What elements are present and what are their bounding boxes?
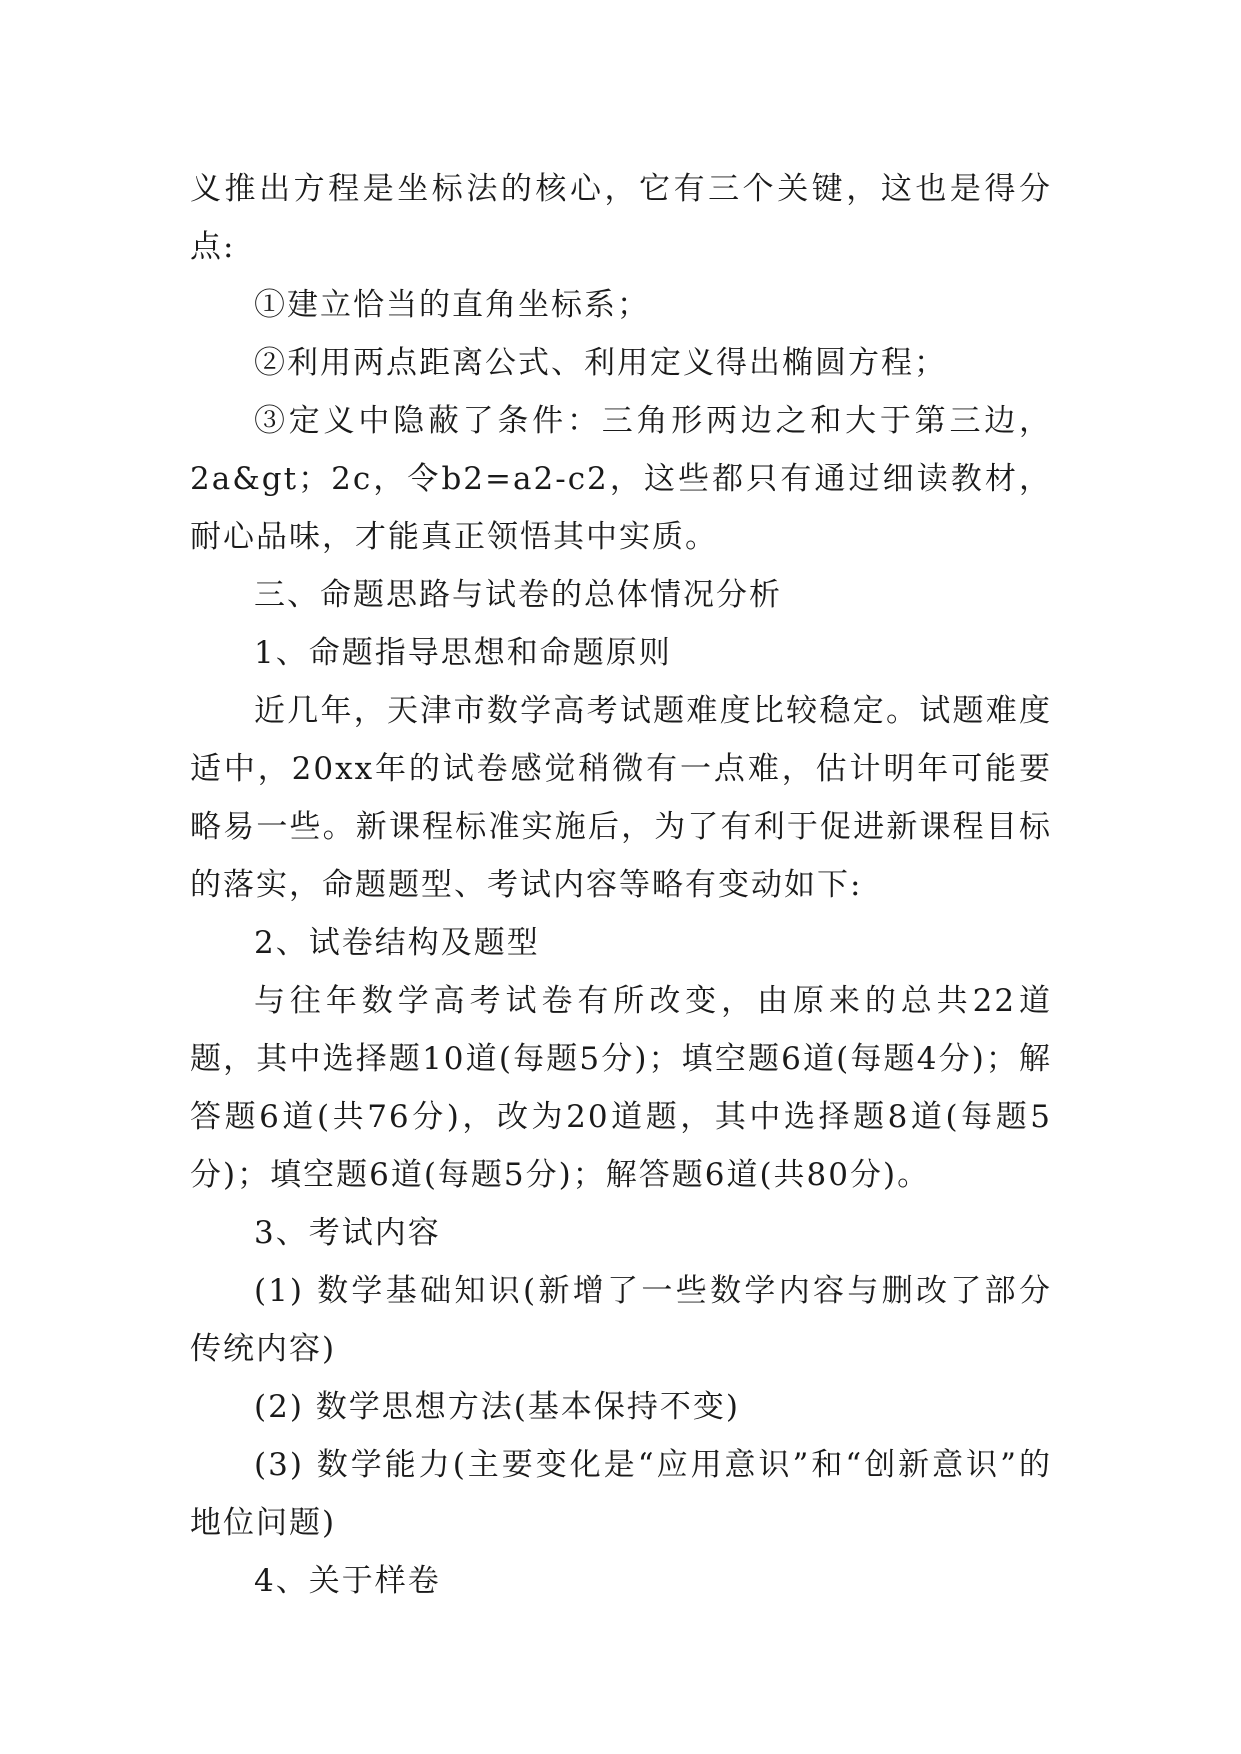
list-item-distance-formula: ②利用两点距离公式、利用定义得出椭圆方程； <box>254 345 947 381</box>
subheading-guiding-principles: 1、命题指导思想和命题原则 <box>254 635 672 671</box>
list-item-coordinate-system: ①建立恰当的直角坐标系； <box>254 287 650 323</box>
subheading-sample-paper: 4、关于样卷 <box>254 1563 441 1599</box>
section-heading-analysis: 三、命题思路与试卷的总体情况分析 <box>254 577 782 613</box>
paragraph-structure: 与往年数学高考试卷有所改变，由原来的总共22道题，其中选择题10道(每题5分)；填空题6道(每题4分)；解答题6道(共76分)，改为20道题，其中选择题8道(每题5分)；填空题6道(每题5分)；解答题6道(共80分)。 <box>190 983 1052 1193</box>
subheading-exam-content: 3、考试内容 <box>254 1215 441 1251</box>
subheading-structure: 2、试卷结构及题型 <box>254 925 540 961</box>
list-item-methods: (2) 数学思想方法(基本保持不变) <box>254 1389 740 1425</box>
paragraph-continuation: 义推出方程是坐标法的核心，它有三个关键，这也是得分点: <box>190 171 1052 265</box>
paragraph-difficulty: 近几年，天津市数学高考试题难度比较稳定。试题难度适中，20xx年的试卷感觉稍微有一点难，估计明年可能要略易一些。新课程标准实施后，为了有利于促进新课程目标的落实，命题题型、考试内容等略有变动如下: <box>190 693 1052 903</box>
list-item-ability: (3) 数学能力(主要变化是“应用意识”和“创新意识”的地位问题) <box>190 1447 1052 1541</box>
list-item-hidden-condition: ③定义中隐蔽了条件：三角形两边之和大于第三边，2a&gt；2c，令b2=a2-c2，这些都只有通过细读教材，耐心品味，才能真正领悟其中实质。 <box>190 403 1052 555</box>
document-body <box>190 160 1052 1610</box>
list-item-basic-knowledge: (1) 数学基础知识(新增了一些数学内容与删改了部分传统内容) <box>190 1273 1052 1367</box>
